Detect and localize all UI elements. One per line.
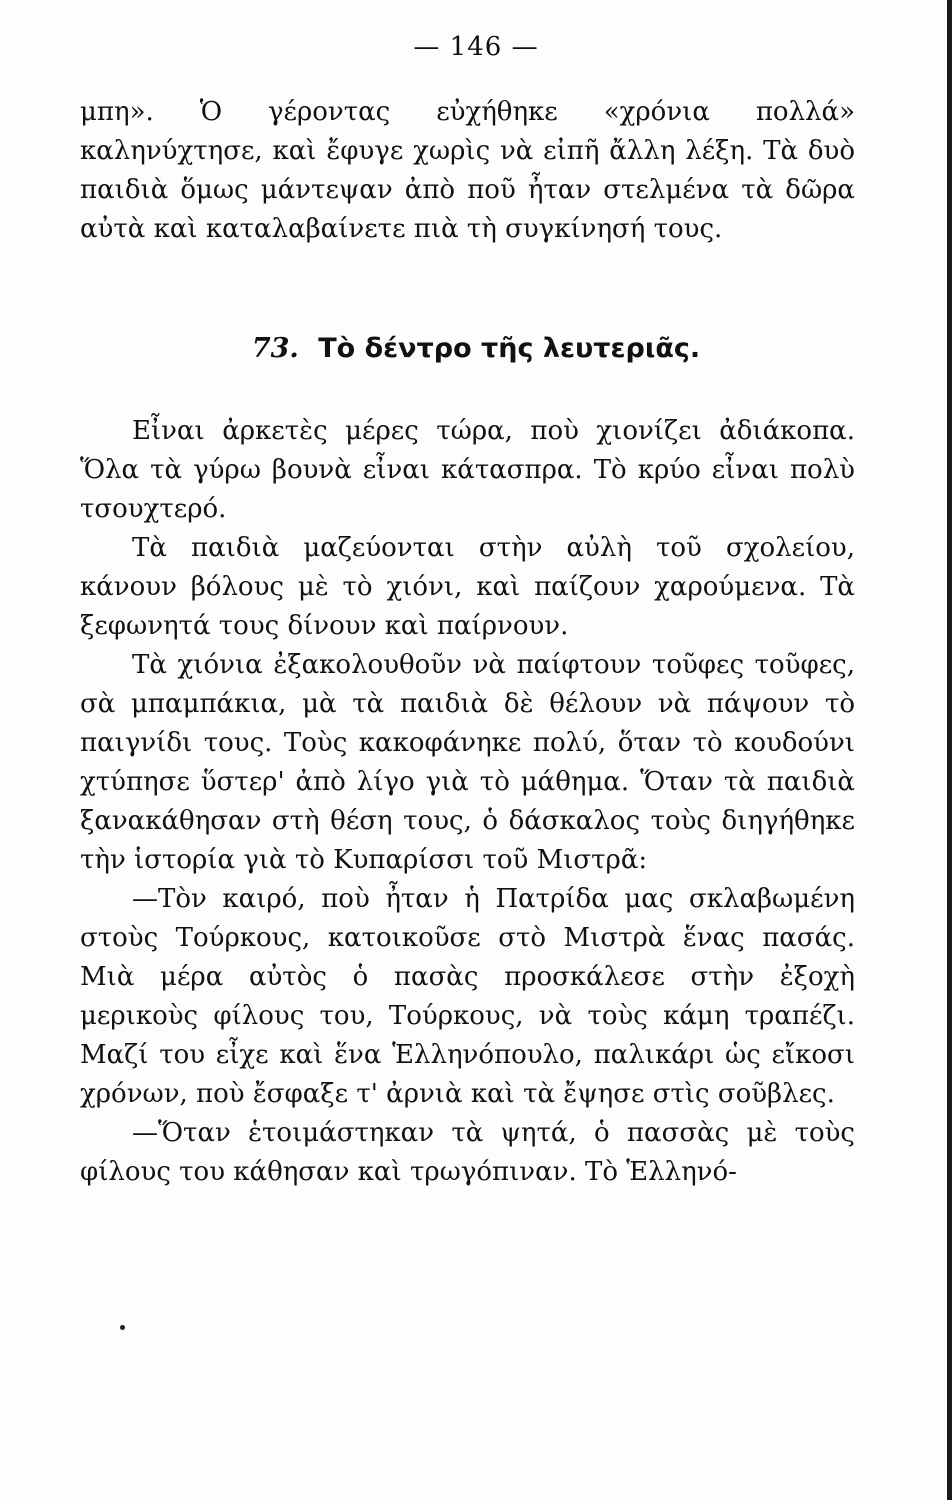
chapter-title: Τὸ δέντρο τῆς λευτεριᾶς. bbox=[318, 333, 701, 364]
paragraph: Τὰ παιδιὰ μαζεύονται στὴν αὐλὴ τοῦ σχολείου, κάνουν βόλους μὲ τὸ χιόνι, καὶ παίζουν χαρούμενα. Τὰ ξεφωνητά τους δίνουν καὶ παίρνουν. bbox=[80, 533, 855, 641]
chapter-body bbox=[80, 412, 855, 1192]
paragraph: Τὰ χιόνια ἐξακολουθοῦν νὰ παίφτουν τοῦφες τοῦφες, σὰ μπαμπάκια, μὰ τὰ παιδιὰ δὲ θέλουν νὰ πάψουν τὸ παιγνίδι τους. Τοὺς κακοφάνηκε πολύ, ὅταν τὸ κουδούνι χτύπησε ὕστερ' ἀπὸ λίγο γιὰ τὸ μάθημα. Ὅταν τὰ παιδιὰ ξανακάθησαν στὴ θέση τους, ὁ δάσκαλος τοὺς διηγήθηκε τὴν ἱστορία γιὰ τὸ Κυπαρίσσι τοῦ Μιστρᾶ: bbox=[80, 650, 855, 875]
chapter-number: 73. bbox=[251, 333, 299, 364]
ink-dot bbox=[120, 1325, 125, 1330]
paragraph: Εἶναι ἀρκετὲς μέρες τώρα, ποὺ χιονίζει ἀδιάκοπα. Ὅλα τὰ γύρω βουνὰ εἶναι κάτασπρα. Τὸ κρύο εἶναι πολὺ τσουχτερό. bbox=[80, 416, 855, 524]
paragraph-continued: μπη». Ὁ γέροντας εὐχήθηκε «χρόνια πολλά» καληνύχτησε, καὶ ἔφυγε χωρὶς νὰ εἰπῆ ἄλλη λέξη. Τὰ δυὸ παιδιὰ ὅμως μάντεψαν ἀπὸ ποῦ ἦταν στελμένα τὰ δῶρα αὐτὰ καὶ καταλαβαίνετε πιὰ τὴ συγκίνησή τους. bbox=[80, 97, 855, 244]
chapter-heading bbox=[0, 333, 952, 364]
paragraph: —Τὸν καιρό, ποὺ ἦταν ἡ Πατρίδα μας σκλαβωμένη στοὺς Τούρκους, κατοικοῦσε στὸ Μιστρὰ ἕνας πασάς. Μιὰ μέρα αὐτὸς ὁ πασὰς προσκάλεσε στὴν ἐξοχὴ μερικοὺς φίλους του, Τούρκους, νὰ τοὺς κάμη τραπέζι. Μαζί του εἶχε καὶ ἕνα Ἑλληνόπουλο, παλικάρι ὡς εἴκοσι χρόνων, ποὺ ἔσφαξε τ' ἀρνιὰ καὶ τὰ ἔψησε στὶς σοῦβλες. bbox=[80, 884, 855, 1109]
page-number: — 146 — bbox=[413, 32, 539, 62]
paragraph: —Ὅταν ἑτοιμάστηκαν τὰ ψητά, ὁ πασσὰς μὲ τοὺς φίλους του κάθησαν καὶ τρωγόπιναν. Τὸ Ἑλληνό- bbox=[80, 1118, 855, 1187]
continued-paragraph-block bbox=[80, 93, 855, 249]
